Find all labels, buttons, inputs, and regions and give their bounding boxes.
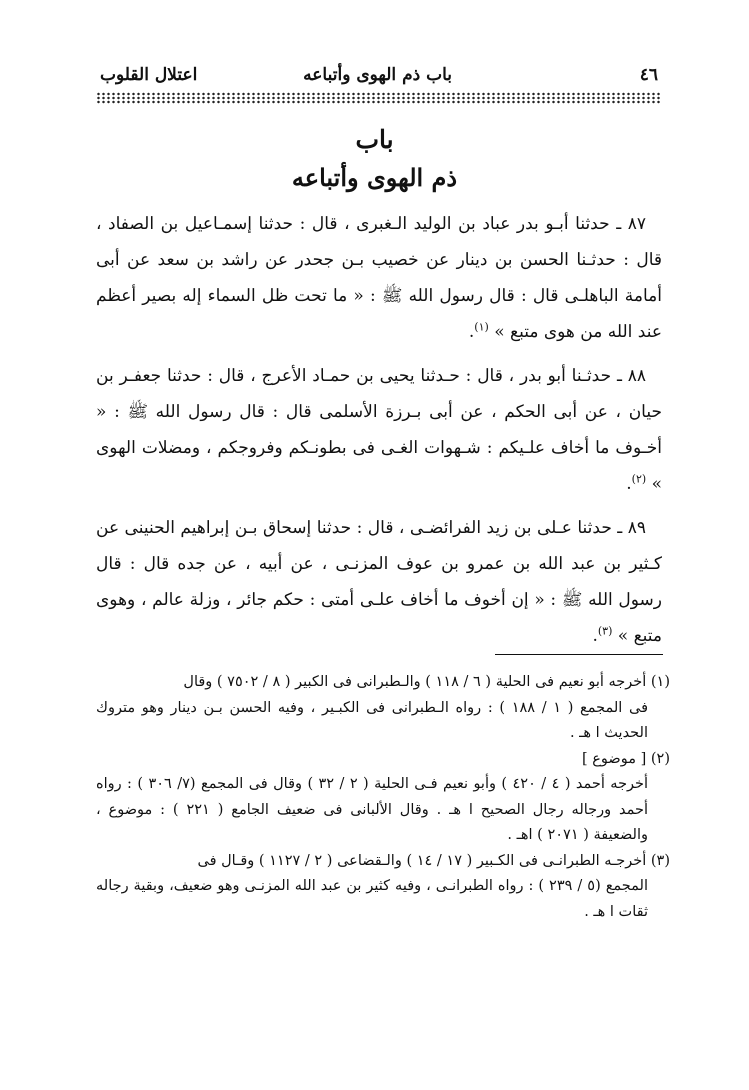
footnote-first-line: (٣) أخرجـه الطبرانـى فى الكـبير ( ١٧ / ١٤ ) والـقضاعى ( ٢ / ١١٢٧ ) وقـال فى bbox=[197, 852, 670, 869]
hadith-paragraph bbox=[96, 206, 662, 350]
header-section-title: باب ذم الهوى وأتباعه bbox=[303, 65, 452, 85]
footnote-ref: (١) bbox=[474, 320, 489, 334]
header-dotted-rule bbox=[96, 92, 662, 104]
hadith-number: ٨٨ ـ bbox=[616, 366, 646, 386]
paragraph-end: . bbox=[468, 322, 475, 342]
hadith-paragraph bbox=[96, 510, 662, 654]
chapter-title-line2: ذم الهوى وأتباعه bbox=[291, 163, 458, 192]
hadith-paragraph bbox=[96, 358, 662, 502]
footnote-continuation: المجمع (٥ / ٢٣٩ ) : رواه الطبرانـى ، وفيه كثير بن عبد الله المزنـى وهو ضعيف، وبقية رجاله ثقات ا هـ . bbox=[96, 878, 648, 920]
chapter-title-line1: باب bbox=[355, 125, 394, 154]
hadith-number: ٨٧ ـ bbox=[616, 214, 647, 234]
footnote-continuation: أخرجه أحمد ( ٤ / ٤٢٠ ) وأبو نعيم فـى الحلية ( ٢ / ٣٢ ) وقال فى المجمع (٧/ ٣٠٦ ) : رواه أحمد ورجاله رجال الصحيح ا هـ . وقال الألبانى فى ضعيف الجامع ( ٢٢١ ) : موضوع ، والضعيفة ( ٢٠٧١ ) اهـ . bbox=[96, 776, 649, 843]
header-book-title: اعتلال القلوب bbox=[100, 65, 198, 85]
footnote-ref: (٢) bbox=[631, 472, 647, 486]
hadith-number: ٨٩ ـ bbox=[617, 518, 646, 538]
footnote-ref: (٣) bbox=[597, 624, 613, 638]
footnotes bbox=[96, 670, 670, 925]
footnote-first-line: (٢) [ موضوع ] bbox=[582, 750, 670, 767]
page-number: ٤٦ bbox=[639, 65, 658, 85]
hadith-text: حدثـنا أبو بدر ، قال : حـدثنا يحيى بن حمـاد الأعرج ، قال : حدثنا جعفـر بن حيان ، عن أبى الحكم ، عن أبى بـرزة الأسلمى قال : قال رسول الله ﷺ : « أخـوف ما أخاف علـيكم : شـهوات الغـى فى بطونـكم وفروجكم ، ومضلات الهوى » bbox=[96, 366, 662, 494]
hadith-text: حدثنا عـلى بن زيد الفرائضـى ، قال : حدثنا إسحاق بـن إبراهيم الحنينى عن كـثير بن عبد الله بن عمرو بن عوف المزنـى ، عن أبيه ، عن جده قال : قال رسول الله ﷺ : « إن أخوف ما أخاف علـى أمتى : حكم جائر ، وزلة عالم ، وهوى متبع » bbox=[96, 518, 662, 646]
running-header bbox=[98, 64, 658, 88]
main-text bbox=[96, 206, 662, 662]
footnote-item bbox=[96, 849, 670, 926]
paragraph-end: . bbox=[626, 474, 632, 494]
footnote-separator bbox=[495, 654, 663, 655]
footnote-item bbox=[96, 670, 670, 747]
footnote-continuation: فى المجمع ( ١ / ١٨٨ ) : رواه الـطبرانى فى الكبـير ، وفيه الحسن بـن دينار وهو متروك الحديث ا هـ . bbox=[96, 699, 648, 741]
paragraph-end: . bbox=[592, 626, 598, 646]
footnote-item bbox=[96, 747, 670, 849]
footnote-first-line: (١) أخرجه أبو نعيم فى الحلية ( ٦ / ١١٨ ) والـطبرانى فى الكبير ( ٨ / ٧٥٠٢ ) وقال bbox=[183, 674, 670, 690]
hadith-text: حدثنا أبـو بدر عباد بن الوليد الـغبرى ، قال : حدثنا إسمـاعيل بن الصفاد ، قال : حدثـنا الحسن بن دينار عن خصيب بـن جحدر عن راشد بن سعد عن أبى أمامة الباهلـى قال : قال رسول الله ﷺ : « ما تحت ظل السماء إله بصير أعظم عند الله من هوى متبع » bbox=[96, 214, 662, 342]
